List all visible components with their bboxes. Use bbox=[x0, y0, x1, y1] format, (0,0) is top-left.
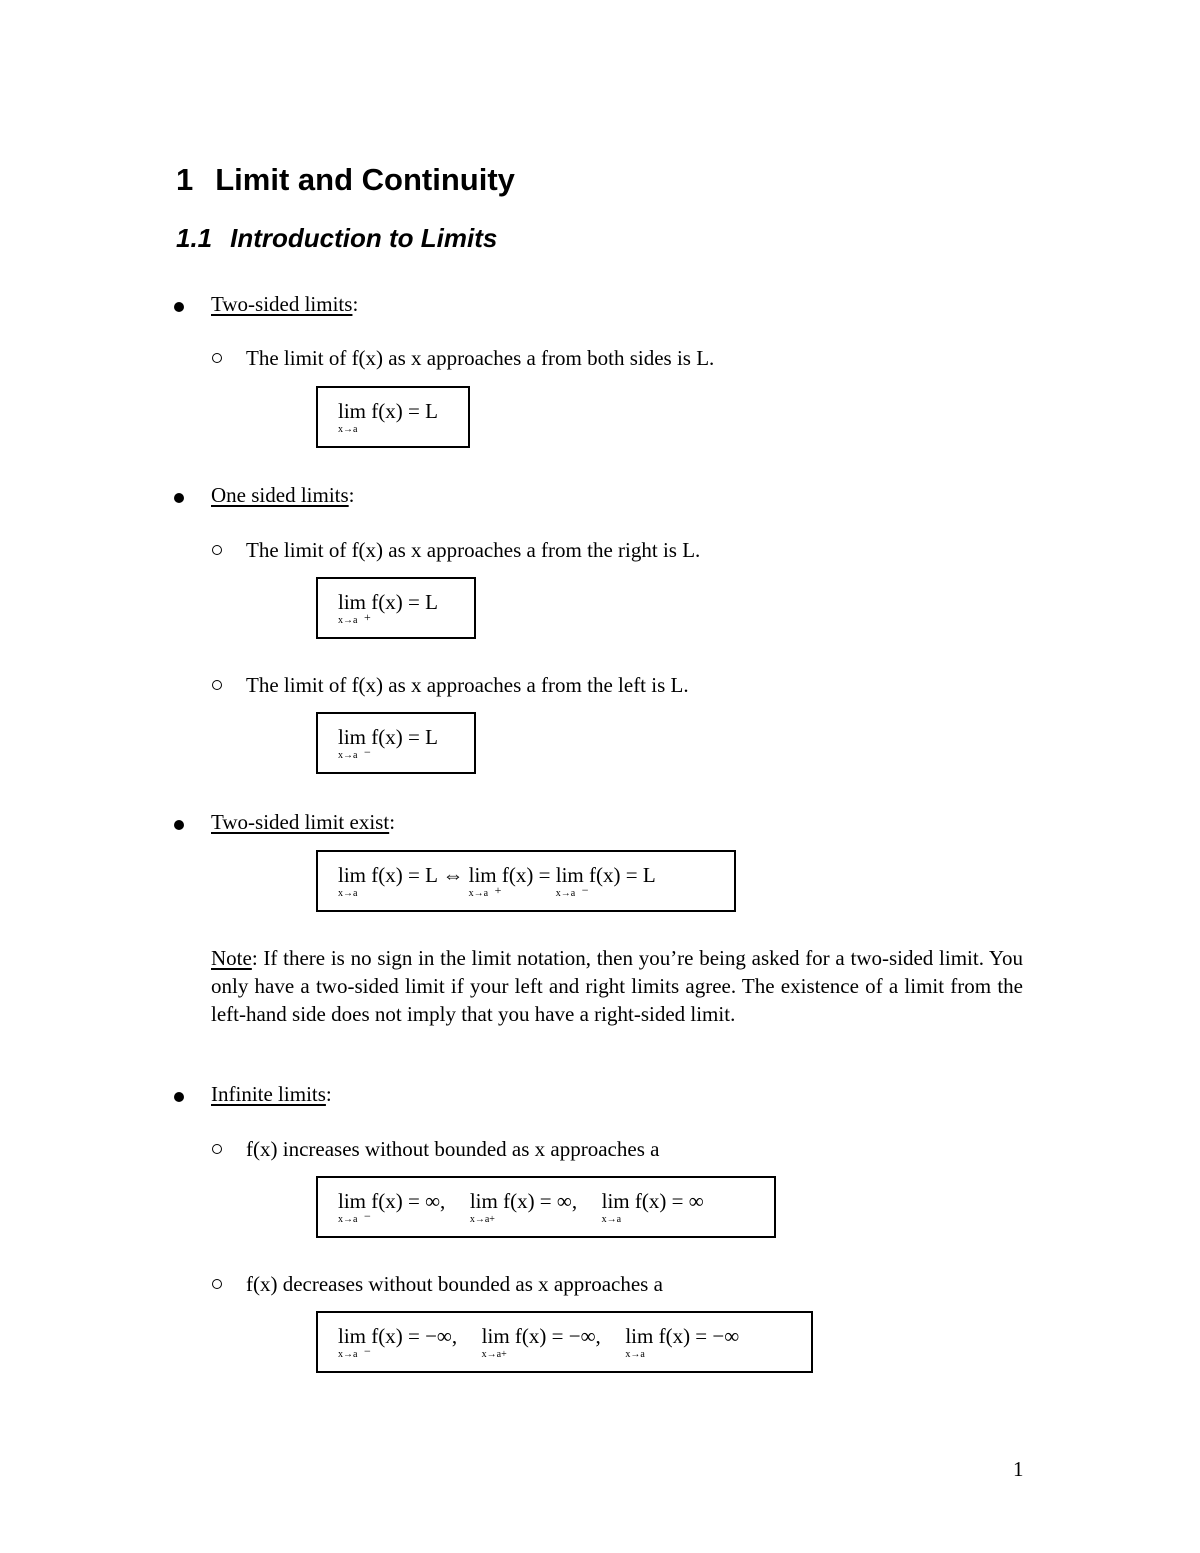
increase-item: f(x) increases without bounded as x approaches a bbox=[246, 1137, 660, 1161]
formula-expression: f(x) = −∞ bbox=[658, 1324, 740, 1348]
lim-superscript: + bbox=[494, 883, 502, 897]
formula-exist bbox=[338, 863, 656, 899]
note-label: Note bbox=[211, 946, 252, 970]
circle-bullet-icon bbox=[212, 545, 222, 555]
circle-bullet-icon bbox=[212, 353, 222, 363]
lim-subscript: x→a+ bbox=[469, 1214, 495, 1225]
formula-box-exist bbox=[316, 850, 736, 912]
page-number: 1 bbox=[1013, 1457, 1024, 1481]
lim-superscript: − bbox=[364, 1209, 371, 1223]
chapter-title: Limit and Continuity bbox=[215, 162, 515, 197]
lim-superscript: + bbox=[364, 610, 371, 624]
lim-operator bbox=[338, 1189, 371, 1225]
lim-operator bbox=[555, 863, 589, 899]
lim-superscript: − bbox=[364, 745, 371, 759]
lim-superscript: − bbox=[581, 883, 589, 897]
bullet-icon bbox=[174, 820, 184, 830]
lim-subscript: x→a bbox=[555, 888, 576, 899]
formula-expression: f(x) = L bbox=[371, 725, 438, 749]
one-sided-colon: : bbox=[348, 483, 355, 507]
exist-heading bbox=[211, 810, 395, 835]
formula-expression: f(x) = −∞, bbox=[514, 1324, 601, 1348]
formula-expression: f(x) = ∞, bbox=[371, 1189, 446, 1213]
formula-increase bbox=[338, 1189, 704, 1225]
chapter-number: 1 bbox=[176, 162, 194, 197]
two-sided-colon: : bbox=[352, 292, 359, 316]
right-limit-item: The limit of f(x) as x approaches a from the right is L. bbox=[246, 538, 701, 562]
left-limit-item: The limit of f(x) as x approaches a from the left is L. bbox=[246, 673, 689, 697]
circle-bullet-icon bbox=[212, 1144, 222, 1154]
formula-expression: f(x) = ∞ bbox=[634, 1189, 704, 1213]
formula-box-two-sided bbox=[316, 386, 470, 448]
circle-bullet-icon bbox=[212, 1279, 222, 1289]
note-text: : If there is no sign in the limit notation, then you’re being asked for a two-sided limit. You only have a two-sided limit if your left and right limits agree. The existence of a limit from the left-hand side does not imply that you have a right-sided limit. bbox=[211, 946, 1023, 1026]
decrease-item: f(x) decreases without bounded as x approaches a bbox=[246, 1272, 663, 1296]
formula-expression: f(x) = L bbox=[371, 399, 438, 423]
lim-subscript: x→a bbox=[338, 888, 358, 899]
chapter-heading bbox=[176, 162, 515, 198]
formula-box-increase bbox=[316, 1176, 776, 1238]
section-heading bbox=[176, 223, 497, 254]
lim-text: lim bbox=[555, 863, 584, 887]
formula-expression: f(x) = bbox=[501, 863, 551, 887]
two-sided-heading-text: Two-sided limits bbox=[211, 292, 353, 316]
lim-subscript: x→a bbox=[338, 615, 358, 626]
formula-box-left bbox=[316, 712, 476, 774]
formula-expression: f(x) = ∞, bbox=[503, 1189, 578, 1213]
infinite-colon: : bbox=[325, 1082, 332, 1106]
lim-subscript: x→a bbox=[338, 1349, 358, 1360]
lim-text: lim bbox=[468, 863, 497, 887]
lim-subscript: x→a+ bbox=[481, 1349, 507, 1360]
one-sided-heading-text: One sided limits bbox=[211, 483, 349, 507]
lim-text: lim bbox=[338, 725, 367, 749]
lim-operator bbox=[468, 863, 502, 899]
lim-text: lim bbox=[338, 1324, 367, 1348]
lim-subscript: x→a bbox=[468, 888, 489, 899]
bullet-icon bbox=[174, 493, 184, 503]
lim-text: lim bbox=[481, 1324, 510, 1348]
lim-operator bbox=[338, 725, 371, 761]
lim-text: lim bbox=[338, 399, 367, 423]
lim-superscript: − bbox=[364, 1344, 371, 1358]
formula-expression: f(x) = L bbox=[371, 590, 438, 614]
note-paragraph bbox=[211, 944, 1023, 1028]
infinite-heading-text: Infinite limits bbox=[211, 1082, 326, 1106]
lim-operator bbox=[338, 1324, 371, 1360]
formula-left bbox=[338, 725, 438, 761]
lim-operator bbox=[481, 1324, 510, 1360]
lim-subscript: x→a bbox=[338, 424, 358, 435]
lim-operator bbox=[601, 1189, 630, 1225]
exist-colon: : bbox=[389, 810, 396, 834]
lim-text: lim bbox=[338, 1189, 367, 1213]
exist-heading-text: Two-sided limit exist bbox=[211, 810, 390, 834]
bullet-icon bbox=[174, 302, 184, 312]
formula-expression: f(x) = −∞, bbox=[371, 1324, 458, 1348]
formula-right bbox=[338, 590, 438, 626]
circle-bullet-icon bbox=[212, 680, 222, 690]
lim-text: lim bbox=[601, 1189, 630, 1213]
formula-expression: f(x) = L bbox=[589, 863, 656, 887]
formula-box-decrease bbox=[316, 1311, 813, 1373]
lim-subscript: x→a bbox=[338, 750, 358, 761]
lim-subscript: x→a bbox=[601, 1214, 622, 1225]
lim-text: lim bbox=[338, 863, 367, 887]
infinite-heading bbox=[211, 1082, 332, 1107]
formula-box-right bbox=[316, 577, 476, 639]
lim-subscript: x→a bbox=[625, 1349, 645, 1360]
two-sided-heading bbox=[211, 292, 358, 317]
lim-text: lim bbox=[469, 1189, 498, 1213]
formula-two-sided bbox=[338, 399, 438, 435]
lim-operator bbox=[469, 1189, 498, 1225]
lim-operator bbox=[338, 399, 367, 435]
lim-subscript: x→a bbox=[338, 1214, 358, 1225]
section-number: 1.1 bbox=[176, 223, 213, 253]
lim-operator bbox=[625, 1324, 654, 1360]
one-sided-heading bbox=[211, 483, 355, 508]
lim-text: lim bbox=[625, 1324, 654, 1348]
formula-expression: f(x) = L ⇔ bbox=[371, 863, 464, 887]
lim-operator bbox=[338, 590, 371, 626]
bullet-icon bbox=[174, 1092, 184, 1102]
two-sided-item: The limit of f(x) as x approaches a from both sides is L. bbox=[246, 346, 715, 370]
lim-text: lim bbox=[338, 590, 367, 614]
formula-decrease bbox=[338, 1324, 740, 1360]
lim-operator bbox=[338, 863, 367, 899]
section-title: Introduction to Limits bbox=[230, 223, 498, 253]
